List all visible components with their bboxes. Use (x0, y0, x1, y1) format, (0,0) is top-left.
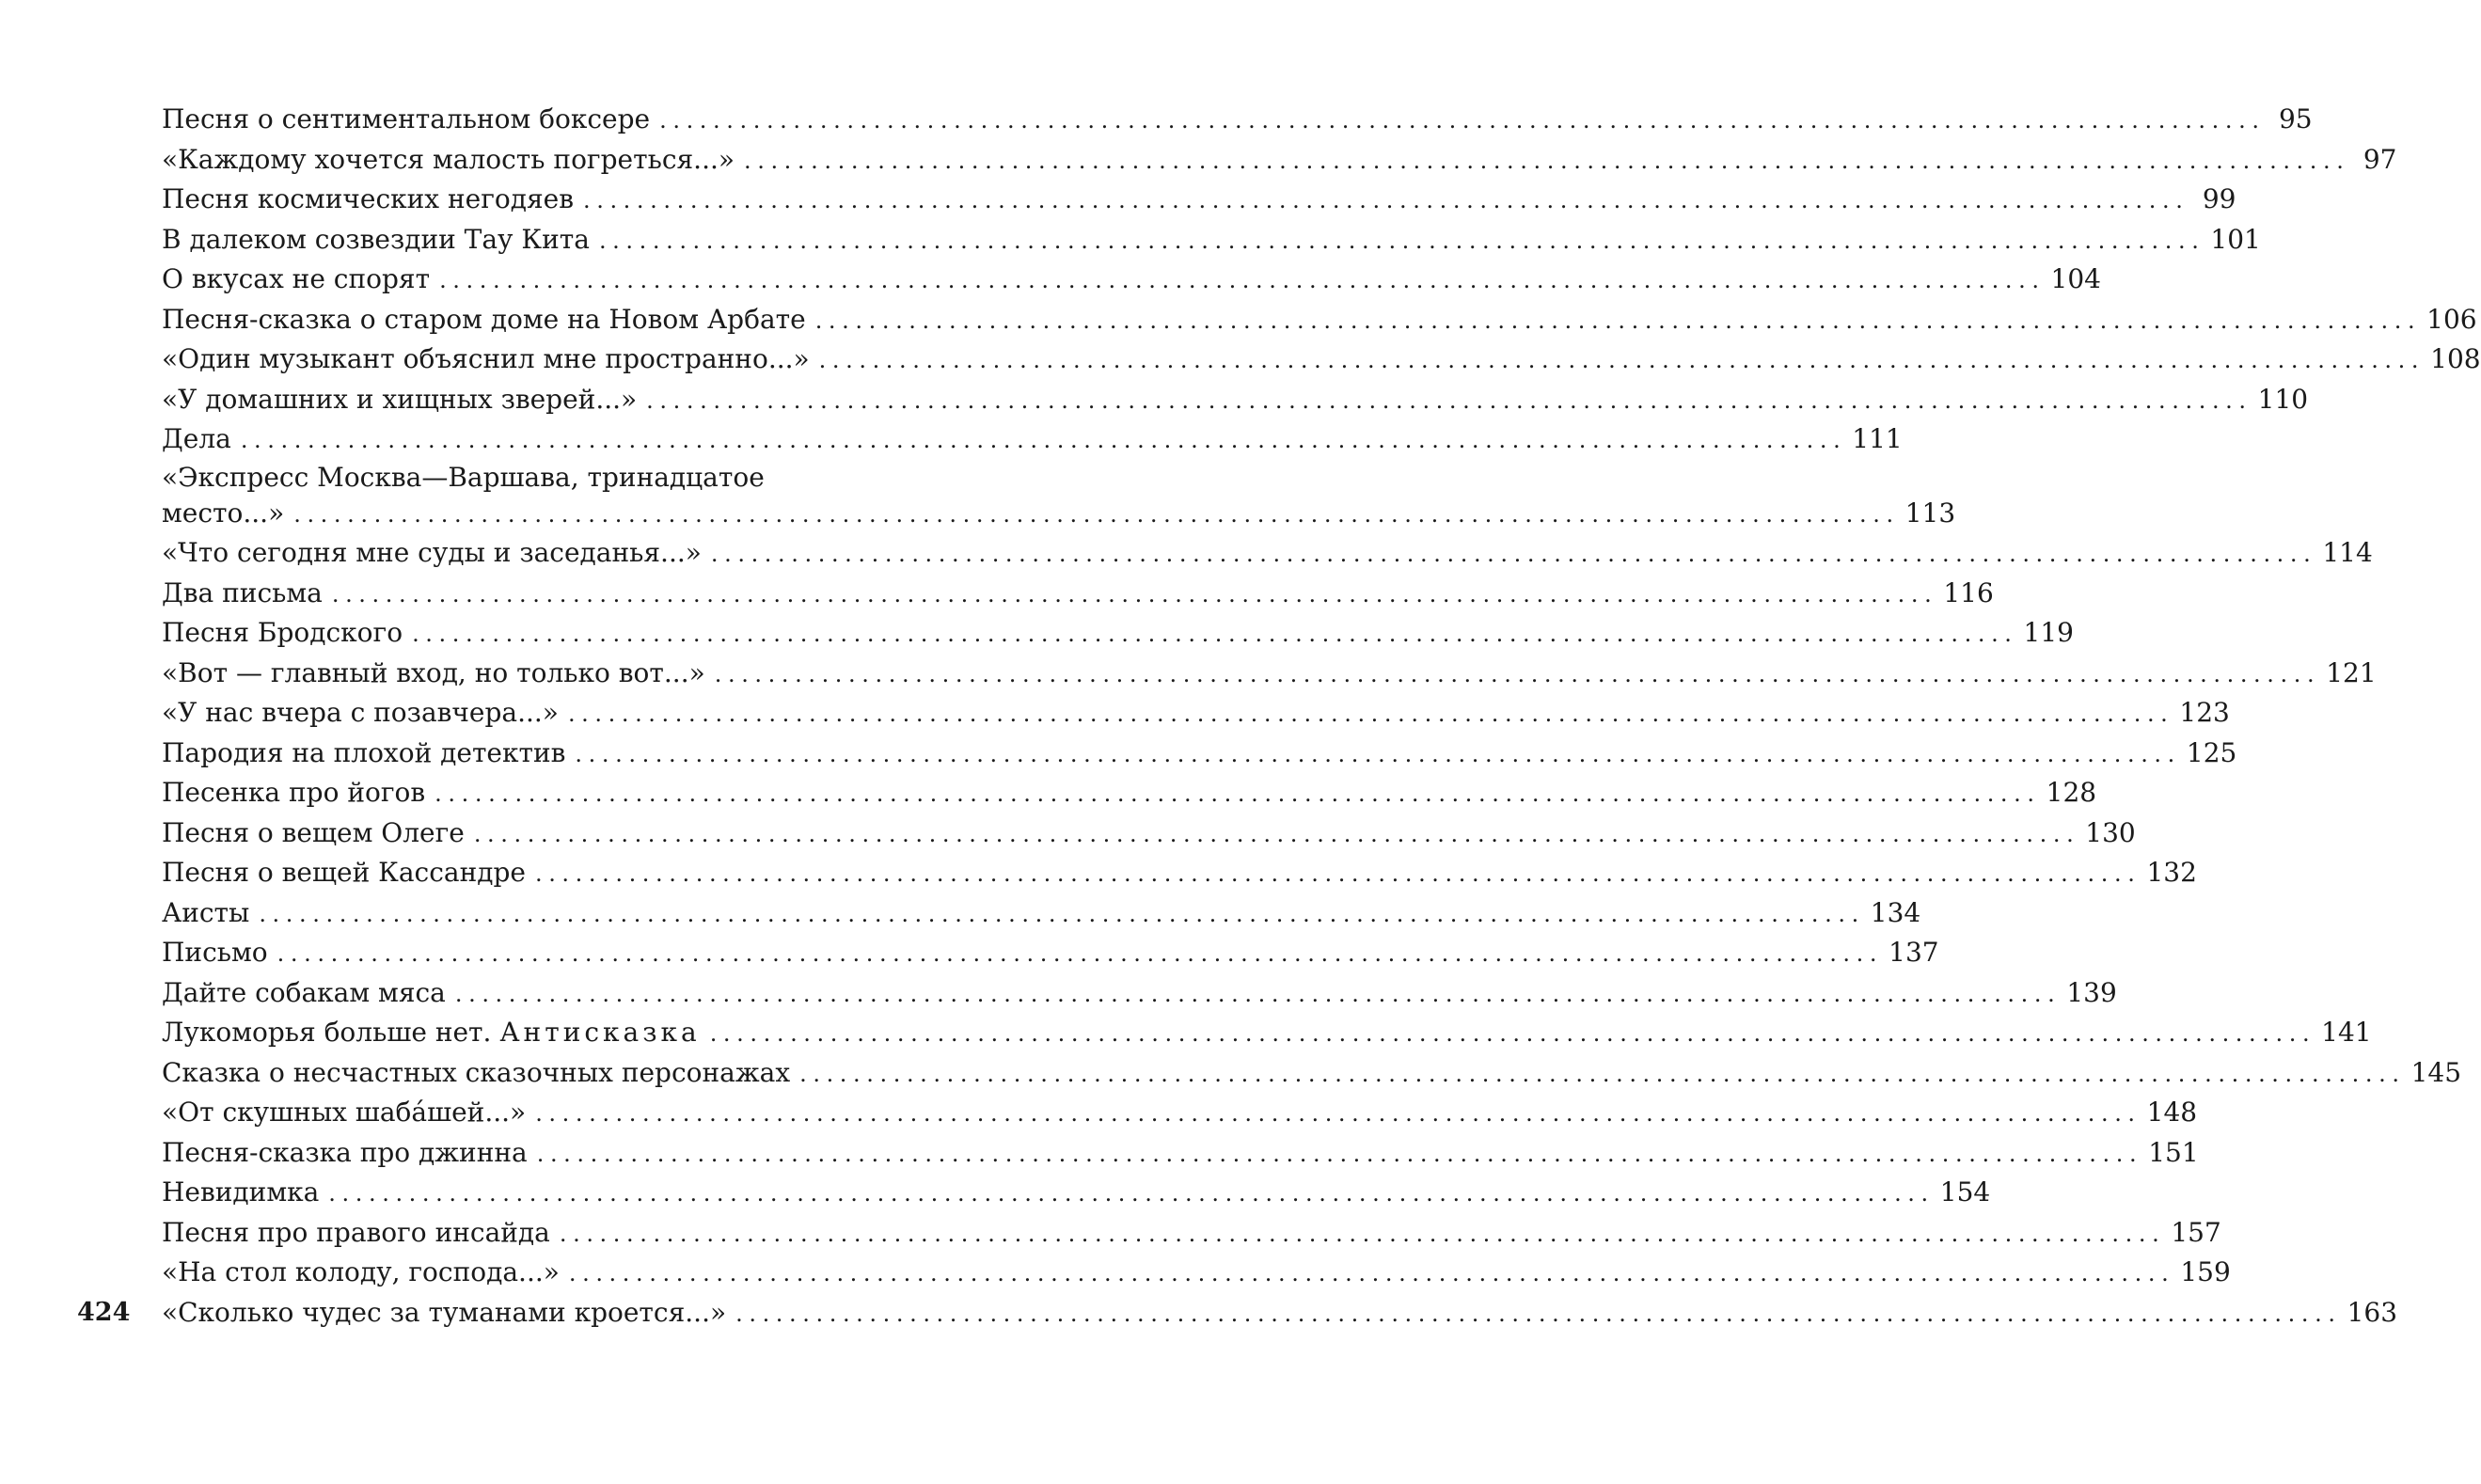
dot-leader: ........................................................................................................................ (735, 1300, 2342, 1327)
toc-entry-title: Невидимка (162, 1176, 320, 1208)
toc-entry-title: О вкусах не спорят (162, 263, 431, 294)
toc-entry-title: «От скушных шаба́шей...» (162, 1097, 527, 1128)
toc-entry-page: 154 (1939, 1176, 1991, 1208)
toc-entry-title: Песенка про йогов (162, 777, 426, 808)
toc-entry-title: Письмо (162, 937, 268, 968)
toc-entry (162, 100, 2313, 140)
toc-entry (162, 1093, 2198, 1133)
toc-entry (162, 1133, 2199, 1174)
dot-leader: ........................................................................................................................ (744, 147, 2350, 174)
dot-leader: ........................................................................................................................ (454, 980, 2062, 1007)
toc-entry-page: 108 (2430, 343, 2481, 374)
toc-entry-page: 106 (2426, 303, 2477, 335)
toc-entry-page: 139 (2066, 976, 2117, 1008)
toc-entry-title: Песня-сказка о старом доме на Новом Арбате (162, 303, 806, 335)
toc-entry (162, 933, 1939, 973)
toc-entry-title: Песня Бродского (162, 617, 403, 648)
toc-entry-title: «Вот — главный вход, но только вот...» (162, 656, 705, 688)
toc-entry (162, 1213, 2221, 1254)
toc-entry (162, 419, 1903, 460)
toc-entry-title: Два письма (162, 576, 323, 608)
toc-entry (162, 973, 2117, 1014)
toc-entry-page: 137 (1888, 937, 1939, 968)
toc-entry (162, 813, 2136, 854)
dot-leader: ........................................................................................................................ (559, 1220, 2166, 1247)
toc-entry (162, 380, 2309, 420)
toc-entry-title: Песня о вещем Олеге (162, 816, 465, 848)
toc-entry-title: Песня-сказка про джинна (162, 1136, 528, 1168)
toc-entry-page: 101 (2210, 223, 2261, 255)
toc-entry (162, 773, 2097, 813)
toc-entry (162, 220, 2261, 260)
toc-entry-page: 95 (2278, 103, 2313, 134)
dot-leader: ........................................................................................................................ (293, 500, 1900, 528)
toc-entry-title: «Каждому хочется малость погреться...» (162, 143, 735, 175)
toc-entry-title (162, 1013, 701, 1053)
dot-leader: ........................................................................................................................ (568, 1260, 2175, 1287)
toc-entry-title: Дела (162, 423, 231, 454)
toc-entry-page: 104 (2050, 263, 2101, 294)
dot-leader: ........................................................................................................................ (799, 1060, 2406, 1087)
toc-entry-page: 116 (1943, 576, 1994, 608)
toc-entry (162, 180, 2236, 220)
toc-entry-title-continuation: место...» (162, 497, 285, 529)
dot-leader: ........................................................................................................................ (575, 740, 2181, 767)
dot-leader: ........................................................................................................................ (412, 621, 2018, 647)
toc-entry (162, 853, 2197, 893)
dot-leader: ........................................................................................................................ (534, 860, 2141, 887)
toc-entry-title: Песня про правого инсайда (162, 1216, 550, 1248)
dot-leader: ........................................................................................................................ (435, 781, 2041, 807)
dot-leader: ........................................................................................................................ (714, 660, 2321, 687)
toc-entry (162, 140, 2397, 181)
dot-leader: ........................................................................................................................ (535, 1100, 2141, 1127)
toc-entry-page: 99 (2202, 183, 2236, 214)
toc-entry-title: «Экспресс Москва—Варшава, тринадцатое (162, 461, 765, 493)
table-of-contents (162, 100, 2481, 1333)
dot-leader: ........................................................................................................................ (259, 900, 1865, 927)
dot-leader: ........................................................................................................................ (814, 307, 2422, 334)
dot-leader: ........................................................................................................................ (240, 427, 1847, 453)
toc-entry (162, 693, 2230, 734)
toc-entry-page: 151 (2148, 1136, 2199, 1168)
dot-leader: ........................................................................................................................ (473, 820, 2080, 847)
toc-entry-page: 113 (1904, 497, 1956, 529)
toc-entry (162, 533, 2373, 574)
toc-entry-page: 110 (2257, 383, 2309, 415)
toc-entry-page: 148 (2146, 1097, 2198, 1128)
toc-entry-page: 132 (2146, 857, 2197, 888)
toc-entry (162, 893, 1921, 934)
toc-entry-page: 111 (1852, 423, 1903, 454)
toc-entry (162, 654, 2377, 694)
toc-entry (162, 1013, 2372, 1053)
toc-entry (162, 300, 2477, 340)
toc-entry-title: Песня о вещей Кассандре (162, 857, 526, 888)
page-number: 424 (77, 1298, 131, 1327)
dot-leader: ........................................................................................................................ (328, 1180, 1935, 1207)
toc-entry-title: «На стол колоду, господа...» (162, 1256, 560, 1287)
toc-entry-title: В далеком созвездии Тау Кита (162, 223, 590, 255)
toc-entry-title: «Один музыкант объяснил мне пространно...» (162, 343, 810, 374)
dot-leader: ........................................................................................................................ (710, 541, 2317, 567)
toc-entry-page: 159 (2180, 1256, 2231, 1287)
toc-entry-page: 163 (2347, 1296, 2398, 1328)
dot-leader: ........................................................................................................................ (598, 227, 2205, 254)
toc-entry-page: 134 (1870, 896, 1921, 928)
dot-leader: ........................................................................................................................ (818, 347, 2426, 373)
toc-entry-page: 125 (2186, 736, 2237, 768)
toc-entry (162, 260, 2101, 300)
toc-entry-page: 128 (2046, 777, 2097, 808)
toc-entry-subtitle-spaced: Антисказка (499, 1017, 701, 1048)
toc-entry (162, 734, 2237, 774)
dot-leader: ........................................................................................................................ (583, 187, 2189, 213)
toc-entry-title: «У нас вчера с позавчера...» (162, 697, 559, 728)
toc-entry-page: 141 (2321, 1017, 2372, 1048)
toc-entry (162, 1293, 2398, 1334)
dot-leader: ........................................................................................................................ (567, 701, 2174, 727)
toc-entry (162, 1053, 2462, 1094)
toc-entry-title: «У домашних и хищных зверей...» (162, 383, 638, 415)
toc-entry-title: Пародия на плохой детектив (162, 736, 566, 768)
toc-entry-title: Песня космических негодяев (162, 183, 574, 214)
dot-leader: ........................................................................................................................ (659, 107, 2266, 134)
toc-entry-title: Сказка о несчастных сказочных персонажах (162, 1056, 791, 1088)
dot-leader: ........................................................................................................................ (439, 267, 2046, 293)
toc-entry-page: 157 (2171, 1216, 2221, 1248)
toc-entry-title-main: Лукоморья больше нет. (162, 1017, 492, 1048)
toc-entry (162, 339, 2481, 380)
dot-leader: ........................................................................................................................ (277, 940, 1884, 967)
toc-entry-page: 121 (2326, 656, 2377, 688)
dot-leader: ........................................................................................................................ (709, 1020, 2316, 1047)
dot-leader: ........................................................................................................................ (536, 1140, 2143, 1167)
toc-entry (162, 1173, 1991, 1213)
toc-entry (162, 460, 1956, 534)
toc-entry-page: 119 (2023, 617, 2074, 648)
toc-entry (162, 1253, 2231, 1293)
toc-entry-page: 145 (2410, 1056, 2462, 1088)
dot-leader: ........................................................................................................................ (331, 580, 1938, 608)
toc-entry-title: Песня о сентиментальном боксере (162, 103, 651, 134)
toc-entry-page: 97 (2362, 143, 2397, 175)
toc-entry-title: «Сколько чудес за туманами кроется...» (162, 1296, 727, 1328)
toc-entry-page: 114 (2322, 537, 2373, 568)
toc-entry-page: 123 (2179, 697, 2230, 728)
toc-entry (162, 574, 1994, 614)
dot-leader: ........................................................................................................................ (646, 387, 2252, 414)
toc-entry (162, 613, 2074, 654)
toc-entry-title: «Что сегодня мне суды и заседанья...» (162, 537, 702, 568)
toc-entry-page: 130 (2085, 816, 2136, 848)
toc-entry-title: Аисты (162, 896, 250, 928)
toc-entry-title: Дайте собакам мяса (162, 976, 446, 1008)
